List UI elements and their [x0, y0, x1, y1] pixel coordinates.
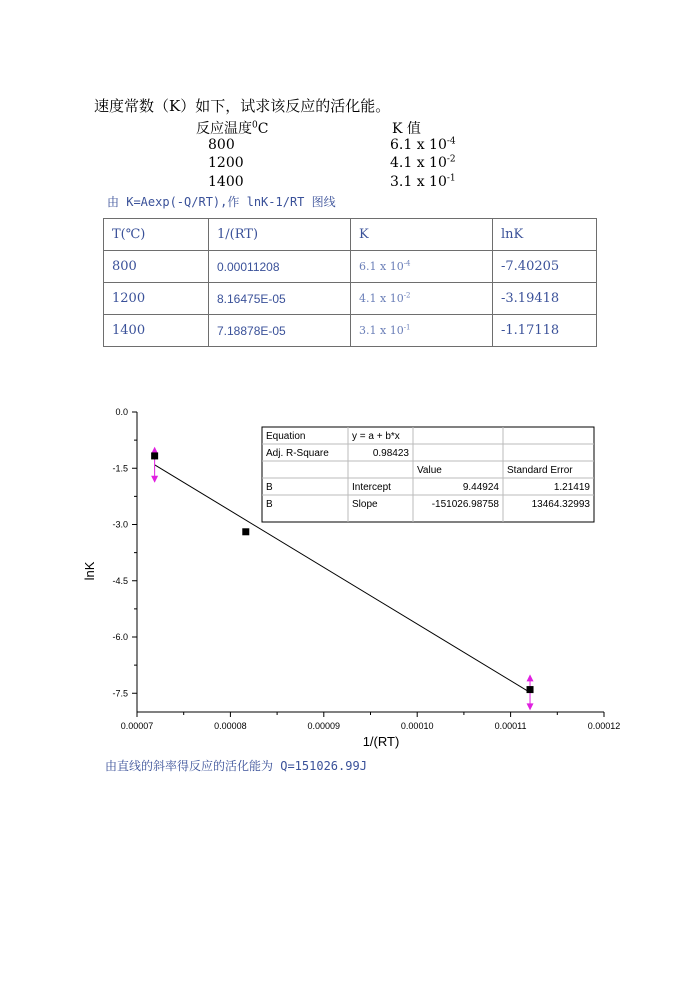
table-cell-inv: 8.16475E-05	[209, 283, 351, 315]
fit-table-cell: 13464.32993	[531, 499, 590, 510]
table-cell-lnk: -7.40205	[493, 251, 597, 283]
table-header-cell: K	[351, 219, 493, 251]
y-tick-label: -7.5	[112, 688, 128, 699]
table-cell-k-base: 3.1 x 10	[359, 324, 404, 337]
given-k-3-exp: -1	[446, 173, 456, 184]
y-tick-label: -4.5	[112, 575, 128, 586]
given-header-k: K 值	[392, 121, 421, 137]
table-cell-k-base: 4.1 x 10	[359, 292, 404, 305]
header-temp-sup: 0	[252, 120, 258, 131]
y-axis-label: lnK	[82, 561, 97, 581]
x-tick-label: 0.00008	[214, 721, 247, 731]
x-axis-label: 1/(RT)	[362, 734, 400, 749]
table-cell-inv: 7.18878E-05	[209, 315, 351, 347]
table-cell-k-exp: -4	[403, 259, 411, 268]
handle-arrow-down-icon	[527, 703, 534, 710]
table-cell-t: 1200	[104, 283, 209, 315]
handle-arrow-up-icon	[527, 674, 534, 681]
fit-results-table	[262, 427, 594, 522]
given-k-2-exp: -2	[446, 154, 456, 165]
fit-table-cell: 1.21419	[553, 482, 590, 493]
fit-table-cell: Equation	[266, 431, 306, 442]
x-tick-label: 0.00012	[587, 721, 621, 731]
table-cell-k-exp: -2	[403, 291, 411, 300]
fit-table-cell: 9.44924	[462, 482, 499, 493]
question-text: 速度常数（K）如下，试求该反应的活化能。	[94, 97, 391, 115]
given-temp-1: 800	[208, 137, 235, 153]
header-temp-unit: C	[257, 121, 269, 137]
fit-table-cell: 0.98423	[372, 448, 409, 459]
table-cell-lnk: -3.19418	[493, 283, 597, 315]
y-tick-label: -3.0	[112, 519, 128, 530]
table-header-cell: T(℃)	[104, 219, 209, 251]
x-tick-label: 0.00007	[120, 721, 154, 731]
table-cell-k-base: 6.1 x 10	[359, 260, 404, 273]
given-temp-2: 1200	[208, 155, 244, 171]
table-cell-t: 1400	[104, 315, 209, 347]
table-cell-t: 800	[104, 251, 209, 283]
fit-table-cell: B	[266, 482, 273, 493]
fit-table-cell: Adj. R-Square	[266, 448, 329, 459]
data-point	[151, 452, 158, 459]
conclusion-text: 由直线的斜率得反应的活化能为 Q=151026.99J	[105, 759, 367, 773]
table-cell-k-exp: -1	[403, 323, 411, 332]
fit-table-cell: -151026.98758	[431, 499, 499, 510]
y-tick-label: -1.5	[112, 463, 128, 474]
given-k-1-exp: -4	[446, 136, 456, 147]
fit-table-cell: B	[266, 499, 273, 510]
given-k-1-base: 6.1 x 10	[390, 137, 447, 153]
table-cell-inv: 0.00011208	[209, 251, 351, 283]
given-temp-3: 1400	[208, 174, 244, 190]
handle-arrow-down-icon	[151, 476, 158, 483]
data-point	[242, 528, 249, 535]
fit-table-cell: Slope	[352, 499, 378, 510]
fit-table-cell: y = a + b*x	[352, 431, 400, 442]
x-tick-label: 0.00011	[494, 721, 527, 731]
given-k-2-base: 4.1 x 10	[390, 155, 447, 171]
y-tick-label: -6.0	[112, 632, 128, 642]
fit-table-cell: Value	[417, 465, 442, 476]
table-cell-lnk: -1.17118	[493, 315, 597, 347]
x-tick-label: 0.00010	[400, 721, 434, 731]
x-tick-label: 0.00009	[307, 721, 341, 731]
y-tick-label: 0.0	[115, 407, 128, 417]
fit-table-cell: Standard Error	[507, 465, 573, 476]
data-point	[527, 686, 534, 693]
table-header-cell: 1/(RT)	[209, 219, 351, 251]
header-temp-label: 反应温度	[196, 121, 252, 137]
fit-table-cell: Intercept	[352, 482, 391, 493]
given-k-3-base: 3.1 x 10	[390, 174, 447, 190]
table-header-cell: lnK	[493, 219, 597, 251]
method-note: 由 K=Aexp(-Q/RT),作 lnK-1/RT 图线	[107, 195, 336, 209]
